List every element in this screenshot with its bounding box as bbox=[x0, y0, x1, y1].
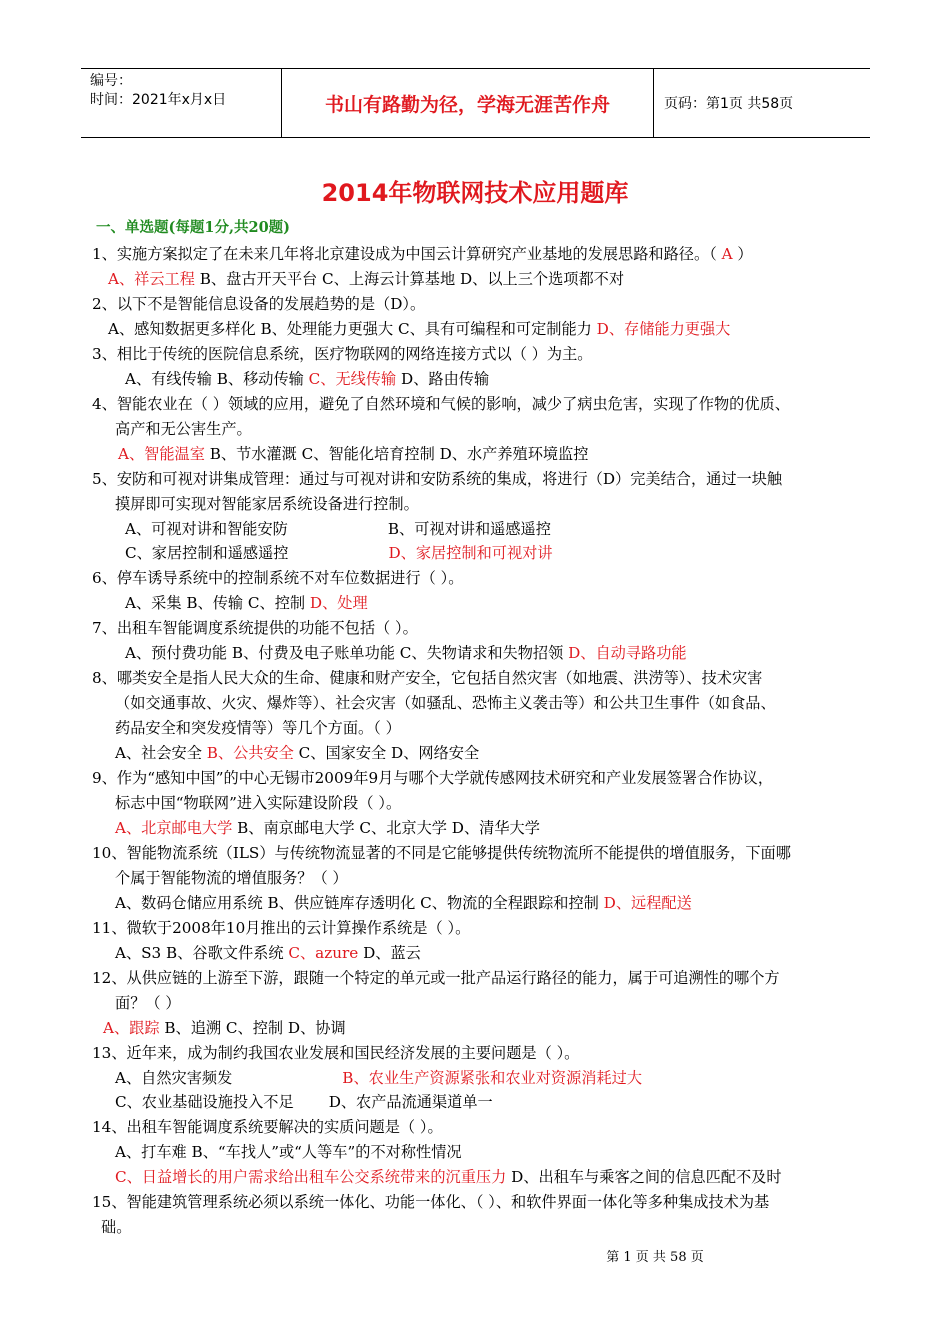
question-line bbox=[92, 1041, 579, 1066]
answer-text: D、自动寻路功能 bbox=[568, 644, 687, 662]
question-line bbox=[103, 1016, 346, 1041]
question-line bbox=[115, 941, 421, 966]
question-text: A、采集 B、传输 C、控制 bbox=[125, 594, 310, 612]
question-line bbox=[118, 442, 588, 467]
question-text: 3、相比于传统的医院信息系统，医疗物联网的网络连接方式以（ ）为主。 bbox=[92, 345, 593, 363]
question-text: 8、哪类安全是指人民大众的生命、健康和财产安全，它包括自然灾害（如地震、洪涝等）、技术灾害 bbox=[92, 669, 763, 687]
answer-text: D、家居控制和可视对讲 bbox=[388, 544, 553, 562]
question-text: B、可视对讲和遥感遥控 bbox=[387, 520, 551, 538]
question-text: 13、近年来，成为制约我国农业发展和国民经济发展的主要问题是（ ）。 bbox=[92, 1044, 580, 1062]
question-text: 标志中国“物联网”进入实际建设阶段（ ）。 bbox=[115, 794, 402, 812]
question-text: D、出租车与乘客之间的信息匹配不及时 bbox=[506, 1168, 782, 1186]
footer-page-number: 第 1 页 共 58 页 bbox=[606, 1250, 704, 1265]
question-text: 12、从供应链的上游至下游，跟随一个特定的单元或一批产品运行路径的能力，属于可追溯性的哪个方 bbox=[92, 969, 780, 987]
page-footer bbox=[0, 1246, 950, 1265]
question-line bbox=[115, 891, 692, 916]
question-text: 药品安全和突发疫情等）等几个方面。（ ） bbox=[115, 719, 401, 737]
question-text: （如交通事故、火灾、爆炸等）、社会灾害（如骚乱、恐怖主义袭击等）和公共卫生事件（如食品、 bbox=[115, 694, 776, 712]
answer-text: D、处理 bbox=[309, 594, 368, 612]
question-line bbox=[92, 467, 782, 492]
question-line bbox=[92, 616, 418, 641]
question-text: 1、实施方案拟定了在未来几年将北京建设成为中国云计算研究产业基地的发展思路和路径。（ bbox=[92, 245, 722, 263]
question-text: A、打车难 B、“车找人”或“人等车”的不对称性情况 bbox=[115, 1143, 462, 1161]
answer-text: D、存储能力更强大 bbox=[596, 320, 731, 338]
question-text: D、路由传输 bbox=[396, 370, 490, 388]
question-line bbox=[115, 791, 401, 816]
question-text: A、自然灾害频发 bbox=[115, 1069, 233, 1087]
question-text: D、蓝云 bbox=[358, 944, 421, 962]
question-text: C、农业基础设施投入不足 bbox=[115, 1093, 294, 1111]
question-line bbox=[115, 816, 540, 841]
question-text: A、S3 B、谷歌文件系统 bbox=[115, 944, 289, 962]
question-line bbox=[92, 242, 753, 267]
question-text: 础。 bbox=[101, 1218, 132, 1236]
question-line bbox=[115, 716, 401, 741]
question-line bbox=[125, 541, 553, 566]
header-meta bbox=[81, 69, 282, 137]
question-text: 个属于智能物流的增值服务？（ ） bbox=[115, 869, 348, 887]
section-heading: 一、单选题(每题1分,共20题) bbox=[96, 219, 291, 236]
document-title: 2014年物联网技术应用题库 bbox=[321, 179, 629, 207]
number-label: 编号： bbox=[90, 73, 132, 89]
question-text: B、南京邮电大学 C、北京大学 D、清华大学 bbox=[232, 819, 540, 837]
question-line bbox=[115, 492, 419, 517]
answer-text: A、跟踪 bbox=[103, 1019, 160, 1037]
question-line bbox=[108, 267, 624, 292]
question-line bbox=[92, 342, 593, 367]
question-text: A、感知数据更多样化 B、处理能力更强大 C、具有可编程和可定制能力 bbox=[108, 320, 597, 338]
header-motto: 书山有路勤为径，学海无涯苦作舟 bbox=[282, 69, 654, 137]
question-text: A、社会安全 bbox=[115, 744, 207, 762]
question-line bbox=[115, 417, 252, 442]
question-line bbox=[115, 691, 776, 716]
question-text: ） bbox=[732, 245, 753, 263]
question-text: B、追溯 C、控制 D、协调 bbox=[159, 1019, 346, 1037]
question-text: 15、智能建筑管理系统必须以系统一体化、功能一体化、（ ）、和软件界面一体化等多种集成技术为基 bbox=[92, 1193, 770, 1211]
question-line bbox=[115, 1140, 462, 1165]
question-text: C、家居控制和遥感遥控 bbox=[125, 544, 289, 562]
question-text: 9、作为“感知中国”的中心无锡市2009年9月与哪个大学就传感网技术研究和产业发展签署合作协议， bbox=[92, 769, 774, 787]
question-text: A、可视对讲和智能安防 bbox=[125, 520, 288, 538]
answer-text: A、祥云工程 bbox=[108, 270, 195, 288]
question-line bbox=[125, 517, 551, 542]
question-line bbox=[115, 1066, 642, 1091]
question-line bbox=[92, 966, 780, 991]
question-text: 11、微软于2008年10月推出的云计算操作系统是（ ）。 bbox=[92, 919, 471, 937]
question-line bbox=[125, 591, 368, 616]
question-line bbox=[115, 1090, 493, 1115]
question-line bbox=[92, 916, 470, 941]
document-header bbox=[81, 68, 870, 138]
answer-text: A、北京邮电大学 bbox=[115, 819, 233, 837]
question-line bbox=[108, 317, 730, 342]
question-text: A、预付费功能 B、付费及电子账单功能 C、失物请求和失物招领 bbox=[125, 644, 569, 662]
question-text: 7、出租车智能调度系统提供的功能不包括（ ）。 bbox=[92, 619, 418, 637]
question-line bbox=[115, 991, 181, 1016]
question-text: A、数码仓储应用系统 B、供应链库存透明化 C、物流的全程跟踪和控制 bbox=[115, 894, 604, 912]
question-line bbox=[125, 641, 687, 666]
question-text: D、农产品流通渠道单一 bbox=[328, 1093, 493, 1111]
answer-text: D、远程配送 bbox=[603, 894, 692, 912]
answer-text: A bbox=[721, 245, 733, 263]
question-line bbox=[92, 766, 773, 791]
question-text: 14、出租车智能调度系统要解决的实质问题是（ ）。 bbox=[92, 1118, 443, 1136]
question-line bbox=[92, 841, 791, 866]
answer-text: C、日益增长的用户需求给出租车公交系统带来的沉重压力 bbox=[115, 1168, 507, 1186]
question-text: 4、智能农业在（ ）领域的应用，避免了自然环境和气候的影响，减少了病虫危害，实现了作物的优质、 bbox=[92, 395, 790, 413]
answer-text: A、智能温室 bbox=[118, 445, 205, 463]
question-line bbox=[115, 866, 348, 891]
question-line bbox=[92, 566, 463, 591]
question-text: 5、安防和可视对讲集成管理：通过与可视对讲和安防系统的集成，将进行（D）完美结合，通过一块触 bbox=[92, 470, 783, 488]
question-text: B、节水灌溉 C、智能化培育控制 D、水产养殖环境监控 bbox=[204, 445, 589, 463]
answer-text: B、公共安全 bbox=[206, 744, 294, 762]
question-text: A、有线传输 B、移动传输 bbox=[125, 370, 309, 388]
date-label: 时间：2021年x月x日 bbox=[90, 92, 227, 108]
answer-text: B、农业生产资源紧张和农业对资源消耗过大 bbox=[342, 1069, 643, 1087]
question-line bbox=[92, 666, 762, 691]
question-text: 摸屏即可实现对智能家居系统设备进行控制。 bbox=[115, 495, 419, 513]
question-text: B、盘古开天平台 C、上海云计算基地 D、以上三个选项都不对 bbox=[194, 270, 625, 288]
question-line bbox=[92, 292, 425, 317]
question-line bbox=[92, 1115, 443, 1140]
answer-text: C、azure bbox=[288, 944, 359, 962]
question-line bbox=[92, 1190, 769, 1215]
answer-text: C、无线传输 bbox=[308, 370, 397, 388]
question-text: 面？（ ） bbox=[115, 994, 181, 1012]
question-line bbox=[115, 741, 479, 766]
question-text: 高产和无公害生产。 bbox=[115, 420, 252, 438]
question-line bbox=[115, 1165, 782, 1190]
question-text: C、国家安全 D、网络安全 bbox=[293, 744, 480, 762]
question-line bbox=[92, 392, 790, 417]
question-text: 2、以下不是智能信息设备的发展趋势的是（D）。 bbox=[92, 295, 426, 313]
question-line bbox=[125, 367, 489, 392]
question-text: 6、停车诱导系统中的控制系统不对车位数据进行（ ）。 bbox=[92, 569, 464, 587]
question-text: 10、智能物流系统（ILS）与传统物流显著的不同是它能够提供传统物流所不能提供的增值服务，下面哪 bbox=[92, 844, 791, 862]
question-line bbox=[101, 1215, 131, 1240]
header-page-info: 页码：第1页 共58页 bbox=[664, 96, 794, 112]
